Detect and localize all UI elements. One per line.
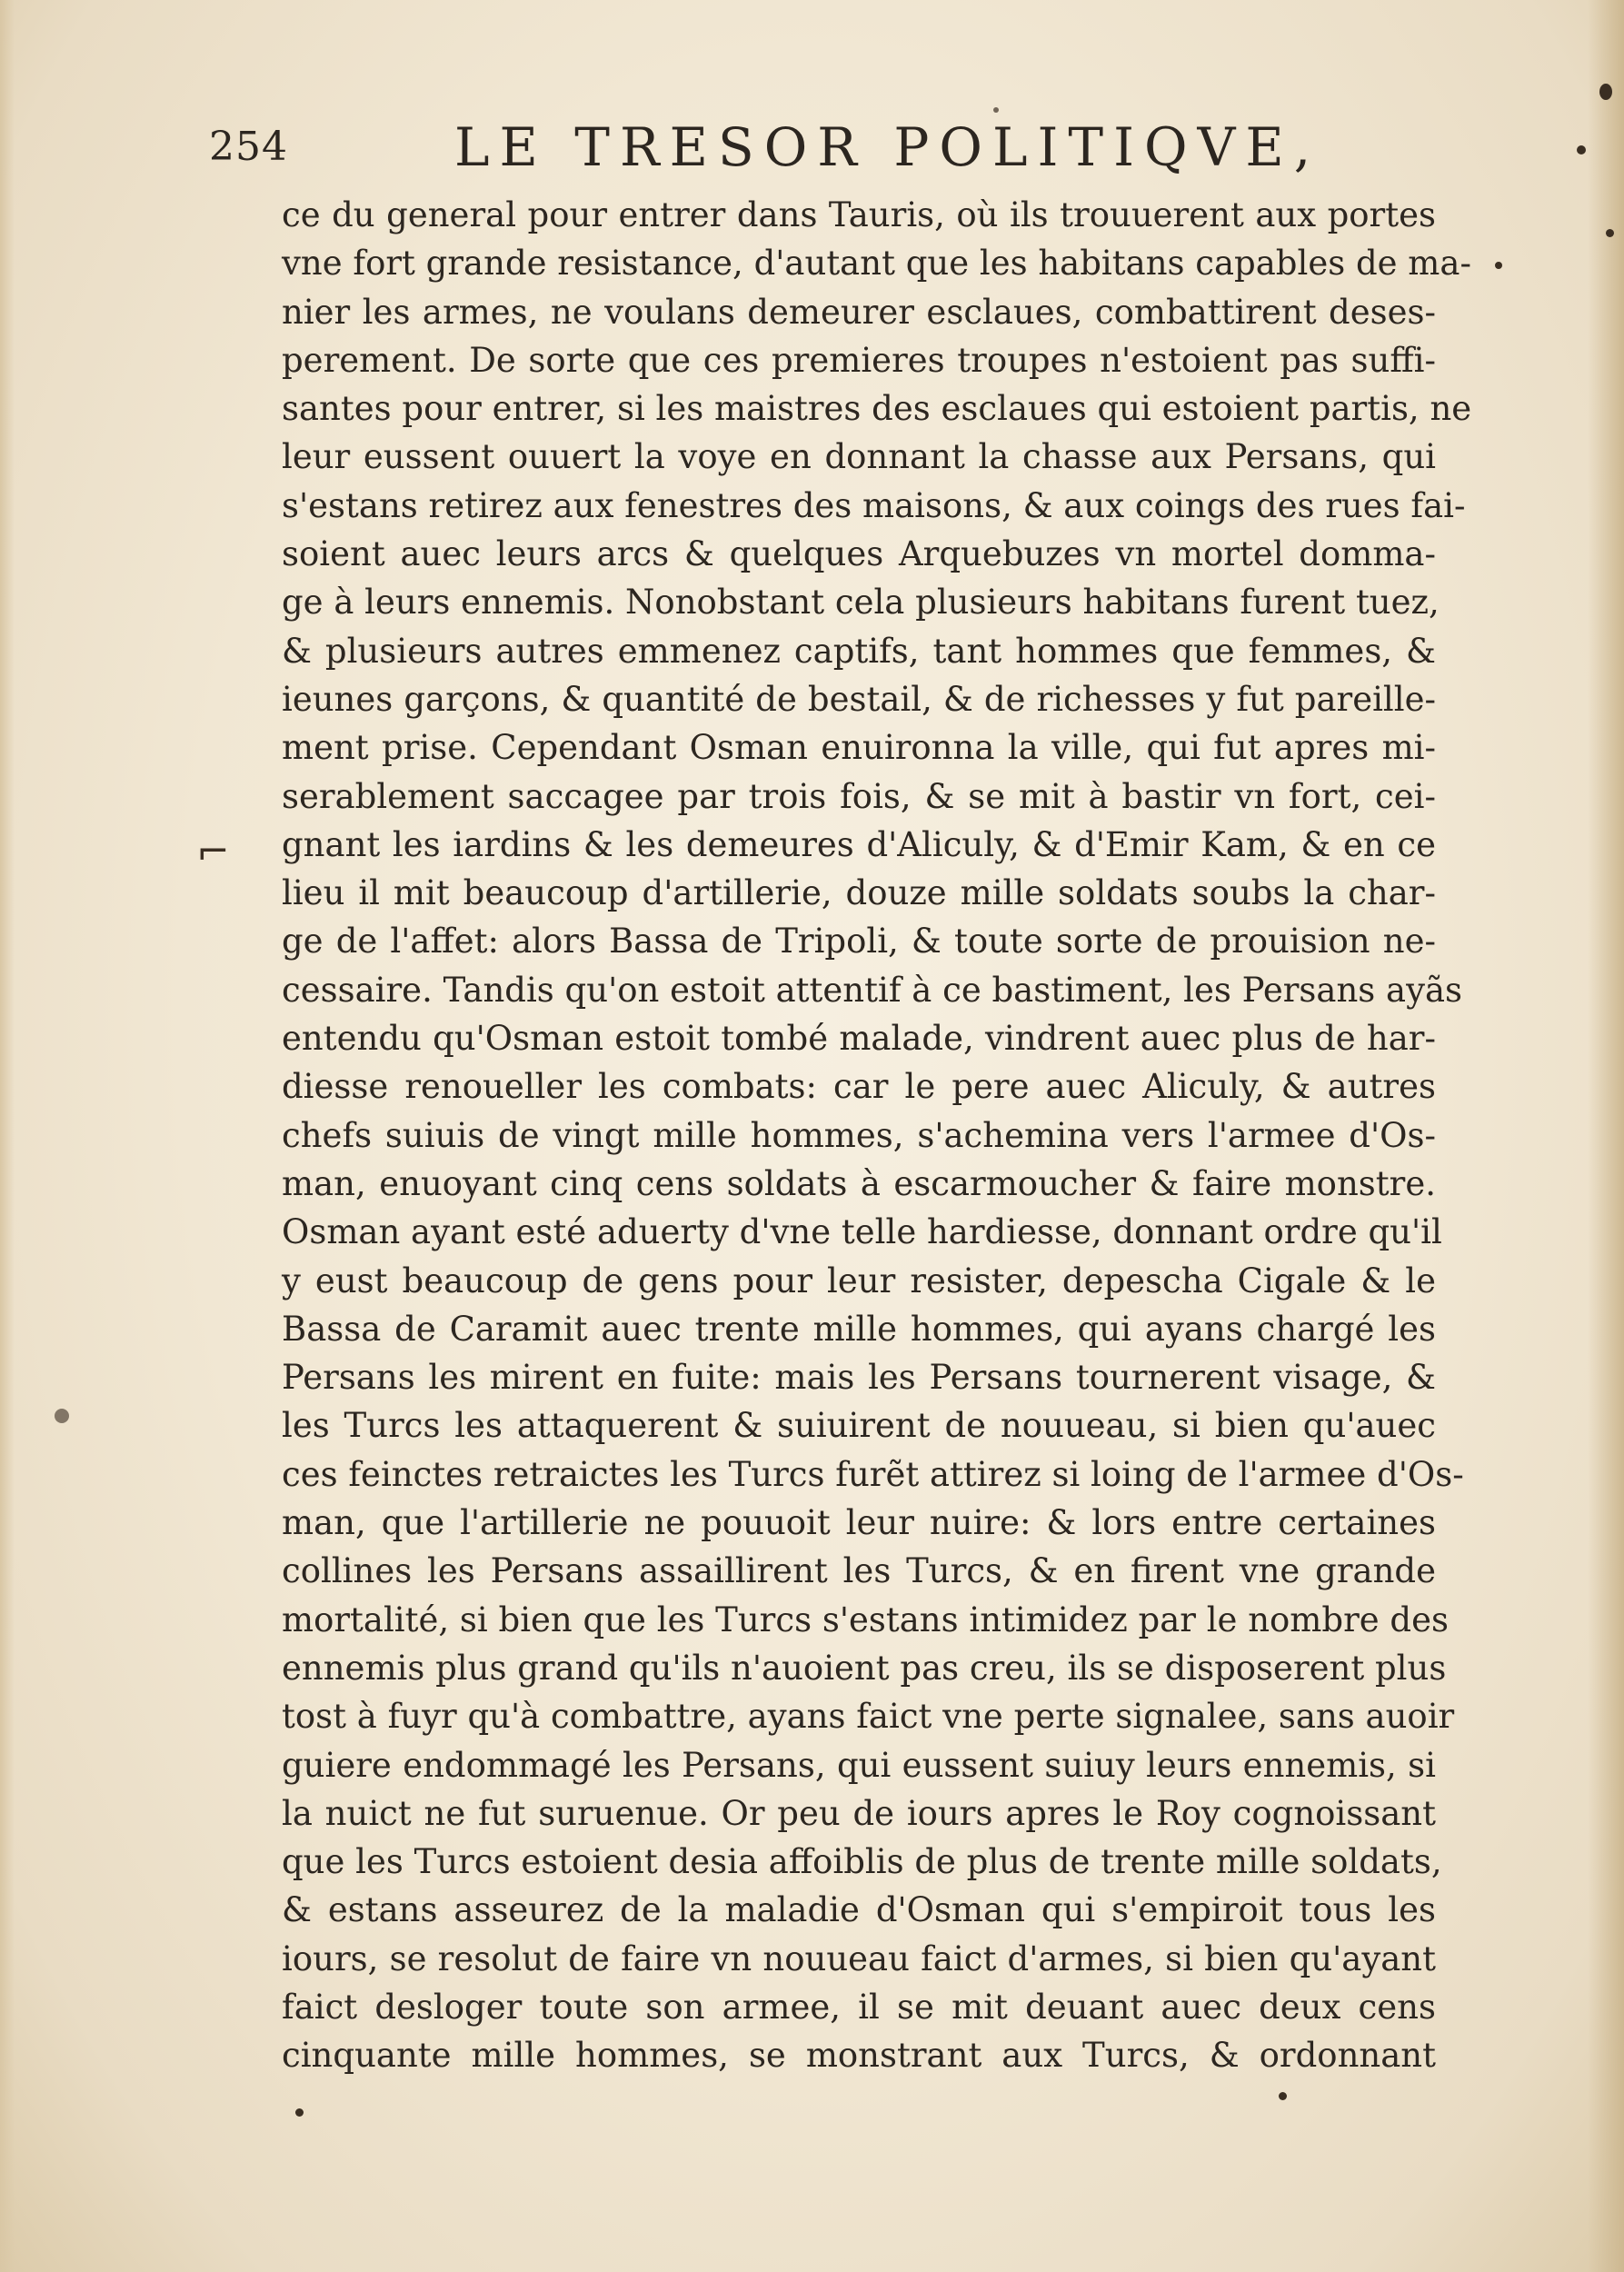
text-line: diesse renoueller les combats: car le pere auec Aliculy, & autres	[282, 1067, 1436, 1107]
ink-speck	[55, 1409, 69, 1423]
margin-pen-mark: ⌐	[196, 829, 230, 875]
text-line: la nuict ne fut suruenue. Or peu de iours apres le Roy cognoissant	[282, 1793, 1436, 1833]
text-line: collines les Persans assaillirent les Turcs, & en firent vne grande	[282, 1551, 1436, 1591]
text-line: man, enuoyant cinq cens soldats à escarmoucher & faire monstre.	[282, 1163, 1436, 1203]
text-line: mortalité, si bien que les Turcs s'estans intimidez par le nombre des	[282, 1599, 1449, 1639]
text-line: gnant les iardins & les demeures d'Aliculy, & d'Emir Kam, & en ce	[282, 824, 1436, 864]
text-line: que les Turcs estoient desia affoiblis de plus de trente mille soldats,	[282, 1842, 1442, 1882]
text-line: leur eussent ouuert la voye en donnant la chasse aux Persans, qui	[282, 437, 1436, 477]
ink-speck	[993, 107, 999, 113]
text-line: ieunes garçons, & quantité de bestail, & de richesses y fut pareille-	[282, 679, 1436, 719]
text-line: lieu il mit beaucoup d'artillerie, douze mille soldats soubs la char-	[282, 873, 1436, 913]
text-line: cinquante mille hommes, se monstrant aux Turcs, & ordonnant	[282, 2036, 1436, 2076]
page-left-edge-shadow	[0, 0, 15, 2272]
text-line: faict desloger toute son armee, il se mit deuant auec deux cens	[282, 1987, 1436, 2027]
text-line: Persans les mirent en fuite: mais les Persans tournerent visage, &	[282, 1358, 1436, 1398]
text-line: santes pour entrer, si les maistres des esclaues qui estoient partis, ne	[282, 389, 1472, 429]
body-text	[282, 191, 1472, 2080]
text-line: cessaire. Tandis qu'on estoit attentif à ce bastiment, les Persans ayãs	[282, 970, 1463, 1010]
text-line: & estans asseurez de la maladie d'Osman qui s'empiroit tous les	[282, 1890, 1436, 1930]
text-line: s'estans retirez aux fenestres des maisons, & aux coings des rues fai-	[282, 485, 1466, 525]
text-line: Bassa de Caramit auec trente mille hommes, qui ayans chargé les	[282, 1309, 1436, 1349]
text-line: man, que l'artillerie ne pouuoit leur nuire: & lors entre certaines	[282, 1503, 1436, 1543]
text-line: soient auec leurs arcs & quelques Arquebuzes vn mortel domma-	[282, 534, 1436, 574]
text-line: y eust beaucoup de gens pour leur resister, depescha Cigale & le	[282, 1261, 1436, 1300]
text-line: ment prise. Cependant Osman enuironna la ville, qui fut apres mi-	[282, 728, 1436, 768]
ink-speck	[1279, 2092, 1287, 2100]
text-line: ces feinctes retraictes les Turcs furẽt attirez si loing de l'armee d'Os-	[282, 1454, 1464, 1494]
text-line: les Turcs les attaquerent & suiuirent de nouueau, si bien qu'auec	[282, 1406, 1436, 1446]
text-line: vne fort grande resistance, d'autant que les habitans capables de ma-	[282, 244, 1471, 284]
ink-speck	[1606, 229, 1614, 237]
ink-speck	[1495, 262, 1502, 269]
ink-speck	[1577, 145, 1586, 154]
text-line: ce du general pour entrer dans Tauris, où ils trouuerent aux portes	[282, 195, 1436, 234]
text-line: serablement saccagee par trois fois, & se mit à bastir vn fort, cei-	[282, 776, 1436, 816]
page-number: 254	[209, 124, 288, 170]
text-line: iours, se resolut de faire vn nouueau faict d'armes, si bien qu'ayant	[282, 1938, 1436, 1978]
text-line: & plusieurs autres emmenez captifs, tant hommes que femmes, &	[282, 631, 1436, 671]
text-line: ge à leurs ennemis. Nonobstant cela plusieurs habitans furent tuez,	[282, 583, 1440, 623]
running-head	[209, 116, 1390, 189]
ink-speck	[295, 2108, 304, 2117]
text-line: tost à fuyr qu'à combattre, ayans faict vne perte signalee, sans auoir	[282, 1697, 1455, 1737]
text-line: nier les armes, ne voulans demeurer esclaues, combattirent deses-	[282, 292, 1436, 332]
text-line: entendu qu'Osman estoit tombé malade, vindrent auec plus de har-	[282, 1019, 1436, 1059]
text-line: guiere endommagé les Persans, qui eussent suiuy leurs ennemis, si	[282, 1745, 1436, 1785]
page-right-edge-shadow	[1588, 0, 1624, 2272]
text-line: Osman ayant esté aduerty d'vne telle hardiesse, donnant ordre qu'il	[282, 1212, 1442, 1252]
ink-speck	[1599, 84, 1612, 100]
text-line: ge de l'affet: alors Bassa de Tripoli, & toute sorte de prouision ne-	[282, 922, 1436, 962]
page-title: LE TRESOR POLITIQVE,	[454, 116, 1321, 178]
text-line: perement. De sorte que ces premieres troupes n'estoient pas suffi-	[282, 340, 1436, 380]
text-line: chefs suiuis de vingt mille hommes, s'achemina vers l'armee d'Os-	[282, 1115, 1436, 1155]
text-line: ennemis plus grand qu'ils n'auoient pas creu, ils se disposerent plus	[282, 1648, 1447, 1688]
